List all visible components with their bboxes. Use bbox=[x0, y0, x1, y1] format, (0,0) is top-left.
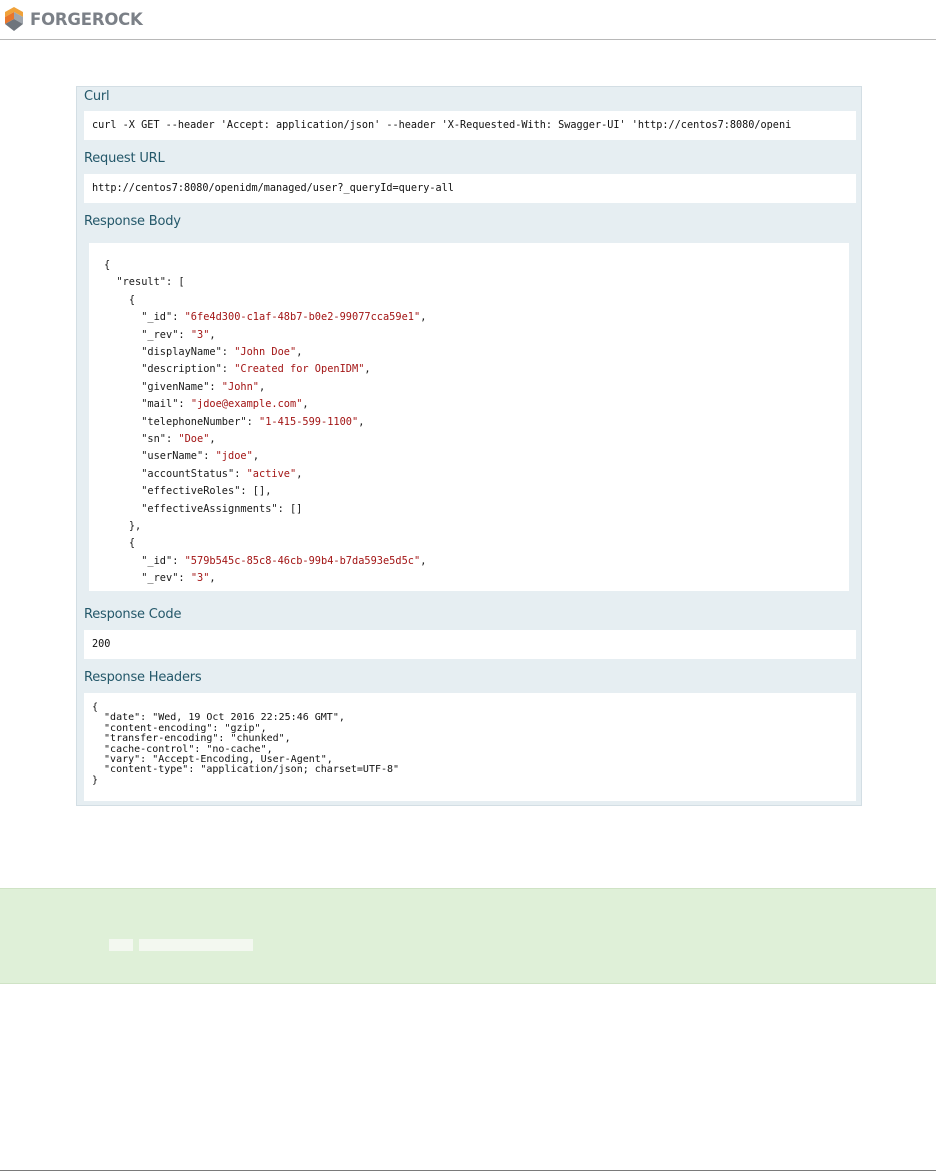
json-token: { bbox=[104, 259, 111, 271]
json-token: { bbox=[128, 293, 136, 306]
indent bbox=[104, 537, 129, 549]
indent bbox=[104, 555, 141, 567]
json-token: "accountStatus": bbox=[141, 467, 247, 480]
indent bbox=[104, 276, 116, 288]
json-token: "result": [ bbox=[116, 276, 185, 289]
json-string-value: "579b545c-85c8-46cb-99b4-b7da593e5d5c" bbox=[184, 554, 421, 567]
json-token: "mail": bbox=[141, 398, 191, 411]
request-url-label: Request URL bbox=[84, 151, 165, 166]
json-token: , bbox=[259, 380, 266, 393]
indent bbox=[104, 346, 141, 358]
json-string-value: "active" bbox=[246, 467, 297, 480]
response-body-line bbox=[104, 554, 426, 568]
response-body-line bbox=[104, 571, 216, 585]
indent bbox=[104, 398, 141, 410]
indent bbox=[104, 520, 129, 532]
curl-command: curl -X GET --header 'Accept: application/json' --header 'X-Requested-With: Swagger-UI' 'http://centos7:8080/openi bbox=[92, 120, 792, 131]
json-string-value: "1-415-599-1100" bbox=[259, 415, 359, 428]
response-body-line bbox=[104, 310, 426, 324]
indent bbox=[104, 468, 141, 480]
json-string-value: "John Doe" bbox=[234, 346, 297, 358]
response-body-line bbox=[104, 328, 216, 342]
response-header-line: } bbox=[92, 774, 99, 786]
response-body-label: Response Body bbox=[84, 214, 181, 229]
json-token: "effectiveRoles": [], bbox=[141, 485, 272, 498]
indent bbox=[104, 433, 141, 445]
json-string-value: "Created for OpenIDM" bbox=[234, 363, 365, 376]
response-body-line bbox=[104, 345, 302, 359]
forgerock-logo[interactable] bbox=[2, 6, 162, 32]
json-token: "displayName": bbox=[141, 346, 235, 358]
indent bbox=[104, 329, 141, 341]
json-string-value: "John" bbox=[221, 380, 259, 393]
response-header-line: { bbox=[92, 702, 99, 713]
response-body-line bbox=[104, 502, 302, 516]
json-token: "description": bbox=[141, 363, 235, 376]
json-token: , bbox=[209, 572, 216, 585]
json-string-value: "3" bbox=[190, 572, 210, 585]
swagger-response-panel bbox=[76, 86, 862, 806]
logo-wordmark: FORGEROCK bbox=[30, 9, 143, 29]
json-token: "_rev": bbox=[141, 572, 191, 585]
top-header bbox=[0, 0, 936, 40]
json-token: , bbox=[420, 311, 427, 324]
note-code-chip bbox=[139, 939, 253, 951]
json-token: , bbox=[296, 346, 303, 358]
response-body-line bbox=[104, 258, 110, 272]
json-string-value: "jdoe" bbox=[215, 450, 253, 463]
json-token: , bbox=[209, 433, 216, 445]
json-string-value: "6fe4d300-c1af-48b7-b0e2-99077cca59e1" bbox=[184, 311, 421, 324]
indent bbox=[104, 294, 129, 306]
response-body-line bbox=[104, 275, 185, 289]
json-token: , bbox=[252, 450, 260, 463]
request-url-box[interactable] bbox=[84, 174, 856, 203]
response-body-box[interactable] bbox=[89, 243, 849, 591]
response-body-line bbox=[104, 484, 271, 498]
response-body-line bbox=[104, 432, 216, 446]
json-token: "_id": bbox=[141, 311, 185, 324]
indent bbox=[104, 572, 141, 584]
response-body-line bbox=[104, 467, 302, 481]
json-token: , bbox=[420, 554, 427, 567]
json-token: "sn": bbox=[141, 433, 179, 445]
response-code-label: Response Code bbox=[84, 607, 182, 622]
response-body-line bbox=[104, 519, 141, 533]
indent bbox=[104, 311, 141, 323]
json-token: "_rev": bbox=[141, 328, 191, 341]
curl-label: Curl bbox=[84, 89, 110, 104]
json-token: "effectiveAssignments": [] bbox=[141, 502, 303, 515]
response-code-value: 200 bbox=[92, 639, 111, 650]
note-box bbox=[0, 888, 936, 984]
json-token: }, bbox=[128, 520, 142, 532]
response-body-line bbox=[104, 380, 265, 394]
json-token: { bbox=[128, 537, 136, 550]
indent bbox=[104, 485, 141, 497]
response-code-box[interactable] bbox=[84, 630, 856, 659]
response-header-line: "content-type": "application/json; charset=UTF-8" bbox=[92, 764, 400, 776]
response-header-line: "cache-control": "no-cache", bbox=[92, 743, 273, 755]
indent bbox=[104, 450, 141, 462]
response-header-line: "date": "Wed, 19 Oct 2016 22:25:46 GMT", bbox=[92, 712, 345, 724]
response-body-line bbox=[104, 397, 309, 411]
response-header-line: "content-encoding": "gzip", bbox=[92, 722, 267, 734]
response-body-line bbox=[104, 362, 371, 376]
json-token: "telephoneNumber": bbox=[141, 415, 259, 428]
indent bbox=[104, 363, 141, 375]
response-body-line bbox=[104, 536, 135, 550]
response-body-line bbox=[104, 449, 259, 463]
indent bbox=[104, 416, 141, 428]
json-token: , bbox=[302, 398, 309, 411]
response-body-line bbox=[104, 293, 135, 307]
json-token: , bbox=[296, 467, 303, 480]
json-string-value: "3" bbox=[190, 328, 210, 341]
footer-divider bbox=[0, 1170, 936, 1171]
json-token: "userName": bbox=[141, 450, 216, 463]
json-token: , bbox=[358, 415, 365, 428]
request-url-value: http://centos7:8080/openidm/managed/user?_queryId=query-all bbox=[92, 183, 454, 194]
json-token: "_id": bbox=[141, 554, 185, 567]
curl-box[interactable] bbox=[84, 111, 856, 140]
forgerock-logo-icon bbox=[2, 6, 26, 32]
json-string-value: "jdoe@example.com" bbox=[190, 398, 303, 411]
response-body-line bbox=[104, 415, 364, 429]
json-token: , bbox=[209, 328, 216, 341]
indent bbox=[104, 381, 141, 393]
indent bbox=[104, 503, 141, 515]
note-code-chip bbox=[109, 939, 133, 951]
json-token: "givenName": bbox=[141, 380, 222, 393]
json-token: , bbox=[364, 363, 371, 376]
response-header-line: "vary": "Accept-Encoding, User-Agent", bbox=[92, 754, 333, 765]
response-headers-label: Response Headers bbox=[84, 670, 202, 685]
json-string-value: "Doe" bbox=[178, 433, 210, 445]
response-header-line: "transfer-encoding": "chunked", bbox=[92, 733, 291, 745]
response-headers-box[interactable] bbox=[84, 693, 856, 801]
